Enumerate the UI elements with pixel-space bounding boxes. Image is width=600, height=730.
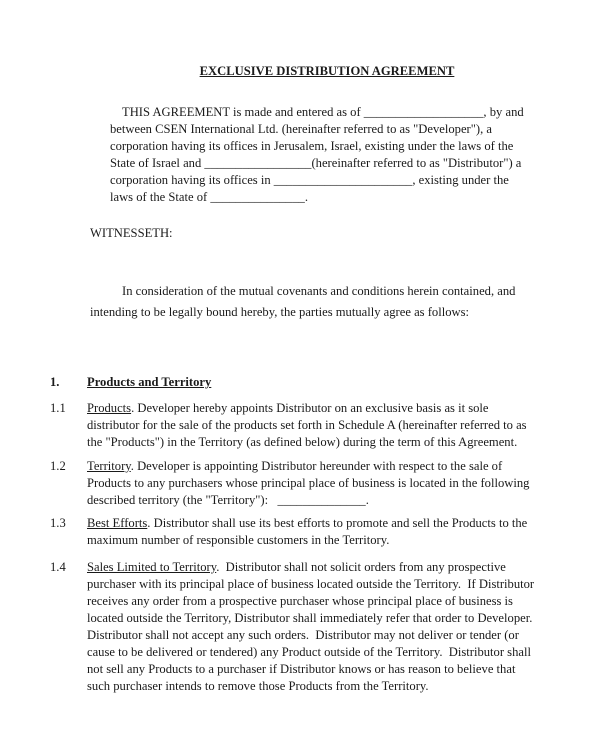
clause-number: 1.3 [50, 516, 66, 530]
clause-number: 1.1 [50, 401, 66, 415]
clause-line: . Distributor shall use its best efforts to promote and sell the Products to the [147, 516, 528, 530]
clause-line: receives any order from a prospective purchaser whose principal place of business is [87, 594, 513, 608]
clause-line: such purchaser intends to remove those Products from the Territory. [87, 679, 429, 693]
clause-1-1 [87, 400, 527, 451]
clause-1-3 [87, 515, 527, 549]
consideration-line: intending to be legally bound hereby, the parties mutually agree as follows: [90, 305, 469, 319]
clause-line: . Developer hereby appoints Distributor on an exclusive basis as it sole [131, 401, 489, 415]
clause-line: . Distributor shall not solicit orders from any prospective [216, 560, 506, 574]
clause-heading: Products [87, 401, 132, 415]
section-heading: Products and Territory [87, 375, 212, 389]
clause-heading: Best Efforts [87, 516, 148, 530]
preamble-line: laws of the State of _______________. [110, 190, 308, 204]
clause-heading: Territory [87, 459, 131, 473]
clause-line: distributor for the sale of the products set forth in Schedule A (hereinafter referred to as [87, 418, 527, 432]
consideration-line: In consideration of the mutual covenants and conditions herein contained, and [122, 284, 516, 298]
section-number: 1. [50, 375, 60, 389]
document-title: EXCLUSIVE DISTRIBUTION AGREEMENT [199, 64, 455, 78]
clause-heading: Sales Limited to Territory [87, 560, 217, 574]
clause-line: maximum number of responsible customers in the Territory. [87, 533, 390, 547]
preamble-line: corporation having its offices in ______________________, existing under the [110, 173, 509, 187]
preamble [110, 104, 524, 206]
preamble-line: corporation having its offices in Jerusalem, Israel, existing under the laws of the [110, 139, 514, 153]
clause-line: cause to be delivered or tendered) any Product outside of the Territory. Distributor shall [87, 645, 531, 659]
clause-1-2 [87, 458, 529, 509]
clause-line: purchaser with its principal place of business located outside the Territory. If Distributor [87, 577, 535, 591]
clause-line: not sell any Products to a purchaser if Distributor knows or has reason to believe that [87, 662, 516, 676]
witnesseth-heading: WITNESSETH: [90, 226, 173, 240]
preamble-line: State of Israel and _________________(hereinafter referred to as "Distributor") a [110, 156, 522, 170]
clause-line: the "Products") in the Territory (as defined below) during the term of this Agreement. [87, 435, 518, 449]
preamble-line: between CSEN International Ltd. (hereinafter referred to as "Developer"), a [110, 122, 492, 136]
clause-number: 1.4 [50, 560, 66, 574]
clause-number: 1.2 [50, 459, 66, 473]
clause-line: located outside the Territory, Distributor shall immediately refer that order to Developer. [87, 611, 533, 625]
clause-1-4 [87, 559, 534, 695]
clause-line: . Developer is appointing Distributor hereunder with respect to the sale of [130, 459, 503, 473]
clause-line: described territory (the "Territory"): ______________. [87, 493, 369, 507]
clause-line: Distributor shall not accept any such orders. Distributor may not deliver or tender (or [87, 628, 519, 642]
clause-line: Products to any purchasers whose principal place of business is located in the following [87, 476, 530, 490]
preamble-line: THIS AGREEMENT is made and entered as of ___________________, by and [122, 105, 524, 119]
